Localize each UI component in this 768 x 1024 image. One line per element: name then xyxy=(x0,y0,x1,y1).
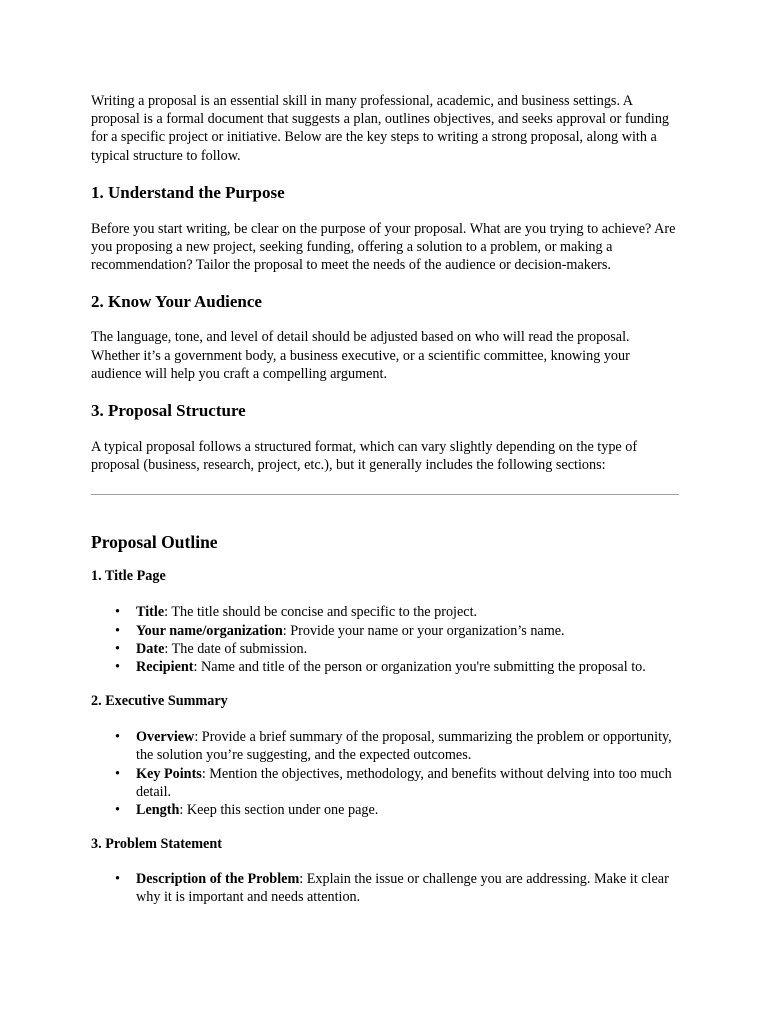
problem-statement-list xyxy=(91,870,681,906)
outline-subheading-executive-summary: 2. Executive Summary xyxy=(91,693,228,710)
list-item xyxy=(136,728,681,764)
list-item-text: : Explain the issue or challenge you are addressing. Make it clear why it is important and needs attention. xyxy=(136,871,669,906)
list-item-text: : Mention the objectives, methodology, and benefits without delving into too much detail. xyxy=(136,765,672,800)
section-heading-structure: 3. Proposal Structure xyxy=(91,401,246,421)
list-item-term: Overview xyxy=(136,729,195,746)
section-body-purpose: Before you start writing, be clear on the purpose of your proposal. What are you trying to achieve? Are you proposing a new project, seeking funding, offering a solution to a problem, or making a recommendation? Tailor the proposal to meet the needs of the audience or decision-makers. xyxy=(91,220,676,274)
list-item-term: Date xyxy=(136,640,165,657)
list-item-text: : Provide your name or your organization’s name. xyxy=(282,622,565,639)
section-heading-purpose: 1. Understand the Purpose xyxy=(91,182,285,202)
section-heading-audience: 2. Know Your Audience xyxy=(91,292,262,312)
list-item-term: Recipient xyxy=(136,659,194,676)
list-item-term: Description of the Problem xyxy=(136,871,300,888)
section-body-audience: The language, tone, and level of detail should be adjusted based on who will read the proposal. Whether it’s a government body, a business executive, or a scientific committee, knowing your audience will help you craft a compelling argument. xyxy=(91,329,630,382)
title-page-list xyxy=(91,603,681,676)
list-item-text: : Provide a brief summary of the proposal, summarizing the problem or opportunity, the solution you’re suggesting, and the expected outcomes. xyxy=(136,729,672,764)
section-body-structure: A typical proposal follows a structured format, which can vary slightly depending on the type of proposal (business, research, project, etc.), but it generally includes the following sections: xyxy=(91,439,638,474)
list-item-term: Length xyxy=(136,802,180,819)
document-content xyxy=(91,92,681,907)
list-item-text: : The title should be concise and specific to the project. xyxy=(164,604,478,621)
list-item-term: Your name/organization xyxy=(136,622,283,639)
list-item xyxy=(136,622,681,640)
list-item xyxy=(136,603,681,621)
list-item xyxy=(136,640,681,658)
list-item-term: Key Points xyxy=(136,765,202,782)
intro-paragraph: Writing a proposal is an essential skill in many professional, academic, and business settings. A proposal is a formal document that suggests a plan, outlines objectives, and seeks approval or funding for a specific project or initiative. Below are the key steps to writing a strong proposal, along with a typical structure to follow. xyxy=(91,93,670,164)
list-item xyxy=(136,765,681,801)
executive-summary-list xyxy=(91,728,681,819)
outline-subheading-problem-statement: 3. Problem Statement xyxy=(91,836,222,853)
list-item xyxy=(136,870,681,906)
list-item xyxy=(136,801,681,819)
outline-subheading-title-page: 1. Title Page xyxy=(91,568,166,585)
list-item-text: : The date of submission. xyxy=(164,640,308,657)
list-item-text: : Keep this section under one page. xyxy=(179,802,379,819)
outline-title: Proposal Outline xyxy=(91,532,218,553)
list-item-text: : Name and title of the person or organization you're submitting the proposal to. xyxy=(193,659,646,676)
list-item-term: Title xyxy=(136,604,165,621)
list-item xyxy=(136,658,681,676)
